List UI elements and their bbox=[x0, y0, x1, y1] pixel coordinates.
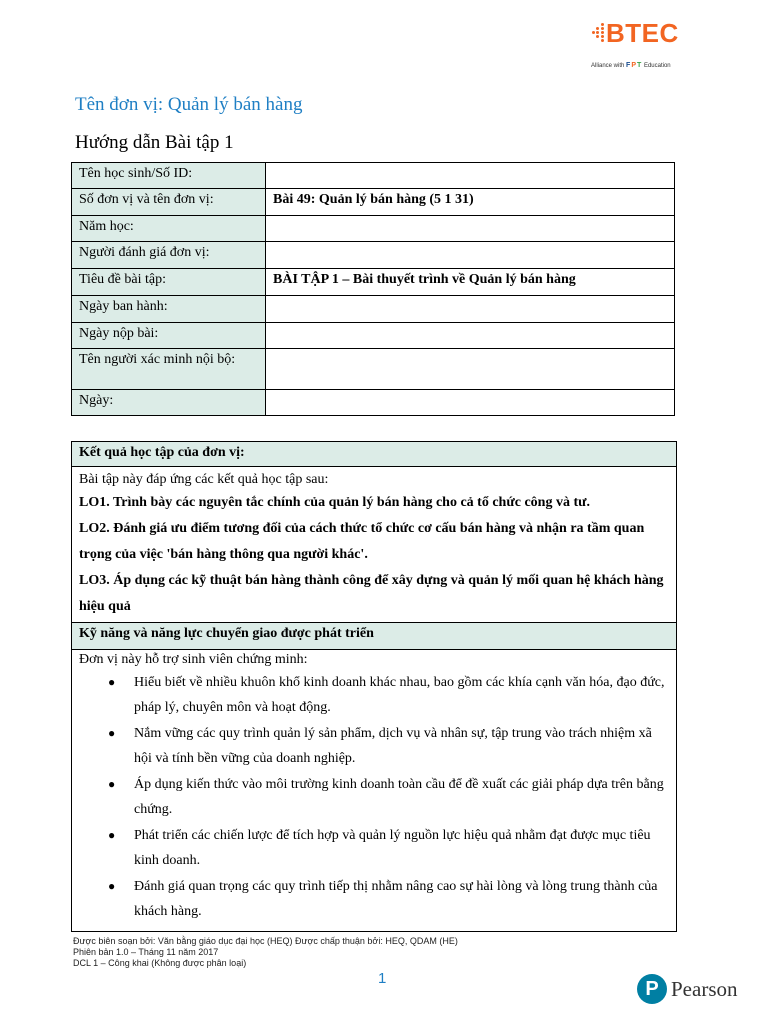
outcomes-intro: Bài tập này đáp ứng các kết quả học tập sau: bbox=[79, 472, 329, 487]
row-label: Ngày nộp bài: bbox=[72, 323, 266, 349]
learning-outcome-3: LO3. Áp dụng các kỹ thuật bán hàng thành công để xây dựng và quản lý mối quan hệ khách hàng hiệu quả bbox=[79, 573, 664, 614]
table-row bbox=[72, 242, 675, 269]
page-number: 1 bbox=[378, 970, 387, 987]
document-footer bbox=[73, 936, 458, 969]
list-item: ● Áp dụng kiến thức vào môi trường kinh doanh toàn cầu để đề xuất các giải pháp dựa trên bằng chứng. bbox=[134, 772, 669, 822]
table-row bbox=[72, 269, 675, 296]
bullet-icon: ● bbox=[108, 675, 116, 689]
btec-dots-icon bbox=[592, 23, 606, 43]
row-label: Tên người xác minh nội bộ: bbox=[72, 349, 266, 390]
row-value bbox=[266, 349, 675, 390]
row-label: Người đánh giá đơn vị: bbox=[72, 242, 266, 269]
outcomes-body bbox=[72, 467, 676, 622]
skills-body bbox=[72, 650, 676, 931]
row-value bbox=[266, 296, 675, 323]
pearson-logo bbox=[637, 974, 747, 1006]
footer-line: Phiên bản 1.0 – Tháng 11 năm 2017 bbox=[73, 947, 219, 957]
footer-line: DCL 1 – Công khai (Không được phân loại) bbox=[73, 958, 247, 968]
row-label: Ngày: bbox=[72, 390, 266, 416]
alliance-text: Alliance with FPT Education bbox=[591, 62, 671, 69]
bullet-icon: ● bbox=[108, 879, 116, 893]
btec-wordmark: BTEC bbox=[606, 18, 679, 48]
pearson-wordmark: Pearson bbox=[671, 977, 738, 1001]
pearson-mark-icon: P bbox=[637, 974, 667, 1004]
row-value bbox=[266, 323, 675, 349]
footer-line: Được biên soạn bởi: Văn bằng giáo dục đại học (HEQ) Được chấp thuận bởi: HEQ, QDAM (HE) bbox=[73, 936, 458, 946]
skills-list bbox=[79, 670, 669, 924]
skills-intro: Đơn vị này hỗ trợ sinh viên chứng minh: bbox=[79, 652, 308, 667]
table-row bbox=[72, 323, 675, 349]
row-value: Bài 49: Quản lý bán hàng (5 1 31) bbox=[266, 189, 675, 216]
row-value bbox=[266, 390, 675, 416]
btec-logo bbox=[588, 18, 708, 80]
learning-outcomes-box bbox=[71, 441, 677, 932]
table-row bbox=[72, 216, 675, 242]
row-value bbox=[266, 163, 675, 189]
list-item: ● Đánh giá quan trọng các quy trình tiếp thị nhằm nâng cao sự hài lòng và lòng trung thành của khách hàng. bbox=[134, 874, 669, 924]
row-value bbox=[266, 216, 675, 242]
table-row bbox=[72, 163, 675, 189]
list-item: ● Nắm vững các quy trình quản lý sản phẩm, dịch vụ và nhân sự, tập trung vào trách nhiệm xã hội và tính bền vững của doanh nghiệp. bbox=[134, 721, 669, 771]
table-row bbox=[72, 349, 675, 390]
guide-title: Hướng dẫn Bài tập 1 bbox=[75, 132, 234, 153]
bullet-icon: ● bbox=[108, 828, 116, 842]
bullet-icon: ● bbox=[108, 777, 116, 791]
row-label: Số đơn vị và tên đơn vị: bbox=[72, 189, 266, 216]
row-label: Ngày ban hành: bbox=[72, 296, 266, 323]
table-row bbox=[72, 390, 675, 416]
row-label: Tiêu đề bài tập: bbox=[72, 269, 266, 296]
row-label: Tên học sinh/Số ID: bbox=[72, 163, 266, 189]
assignment-info-table bbox=[71, 162, 675, 416]
learning-outcome-2: LO2. Đánh giá ưu điểm tương đối của cách thức tổ chức cơ cấu bán hàng và nhận ra tầm quan trọng của việc 'bán hàng thông qua người khác'. bbox=[79, 521, 645, 562]
list-item: ● Phát triển các chiến lược để tích hợp và quản lý nguồn lực hiệu quả nhằm đạt được mục tiêu kinh doanh. bbox=[134, 823, 669, 873]
row-label: Năm học: bbox=[72, 216, 266, 242]
row-value: BÀI TẬP 1 – Bài thuyết trình về Quản lý bán hàng bbox=[266, 269, 675, 296]
learning-outcome-1: LO1. Trình bày các nguyên tắc chính của quản lý bán hàng cho cả tổ chức công và tư. bbox=[79, 495, 591, 510]
outcomes-heading: Kết quả học tập của đơn vị: bbox=[72, 442, 676, 467]
bullet-icon: ● bbox=[108, 726, 116, 740]
table-row bbox=[72, 189, 675, 216]
unit-title: Tên đơn vị: Quản lý bán hàng bbox=[75, 94, 303, 115]
row-value bbox=[266, 242, 675, 269]
list-item: ● Hiểu biết về nhiều khuôn khổ kinh doanh khác nhau, bao gồm các khía cạnh văn hóa, đạo đức, pháp lý, chuyên môn và hoạt động. bbox=[134, 670, 669, 720]
skills-heading: Kỹ năng và năng lực chuyển giao được phát triển bbox=[72, 622, 676, 650]
table-row bbox=[72, 296, 675, 323]
